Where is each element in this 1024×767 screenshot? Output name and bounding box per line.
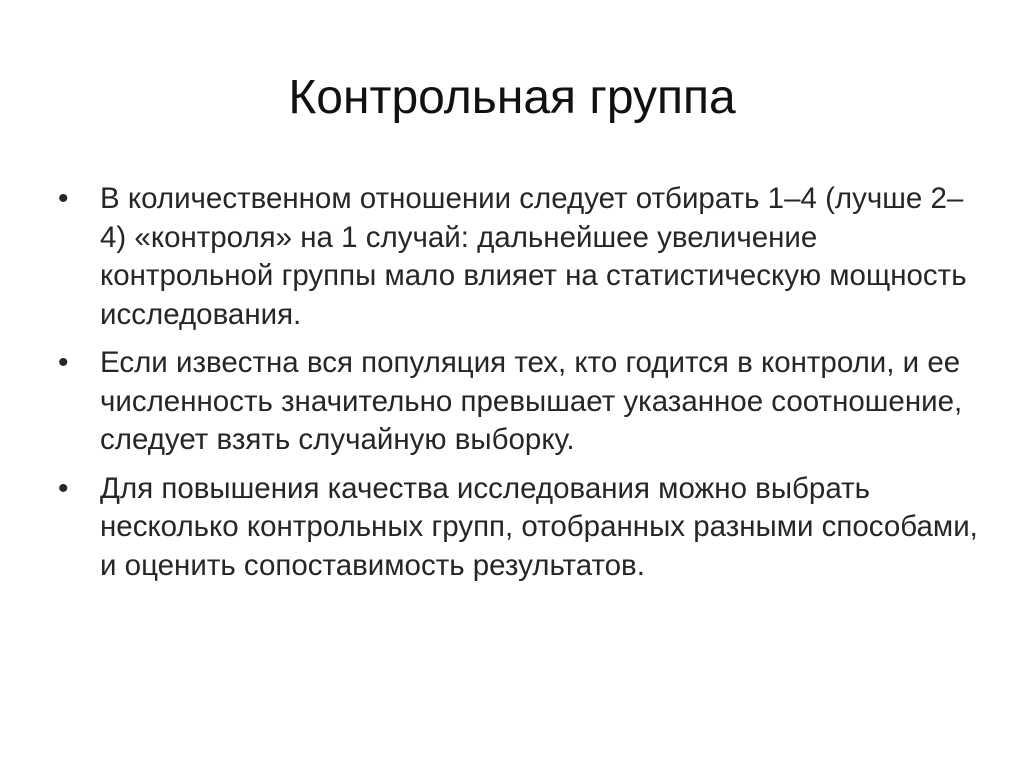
bullet-item: • Если известна вся популяция тех, кто годится в контроли, и ее численность значительно превышает указанное соотношение, следует взять случайную выборку. — [58, 344, 978, 460]
bullet-item: • В количественном отношении следует отбирать 1–4 (лучше 2–4) «контроля» на 1 случай: дальнейшее увеличение контрольной группы мало влияет на статистическую мощность исследования. — [58, 180, 978, 334]
bullet-list — [58, 180, 978, 595]
slide-title: Контрольная группа — [288, 71, 736, 124]
bullet-item: • Для повышения качества исследования можно выбрать несколько контрольных групп, отобранных разными способами, и оценить сопоставимость результатов. — [58, 470, 978, 586]
